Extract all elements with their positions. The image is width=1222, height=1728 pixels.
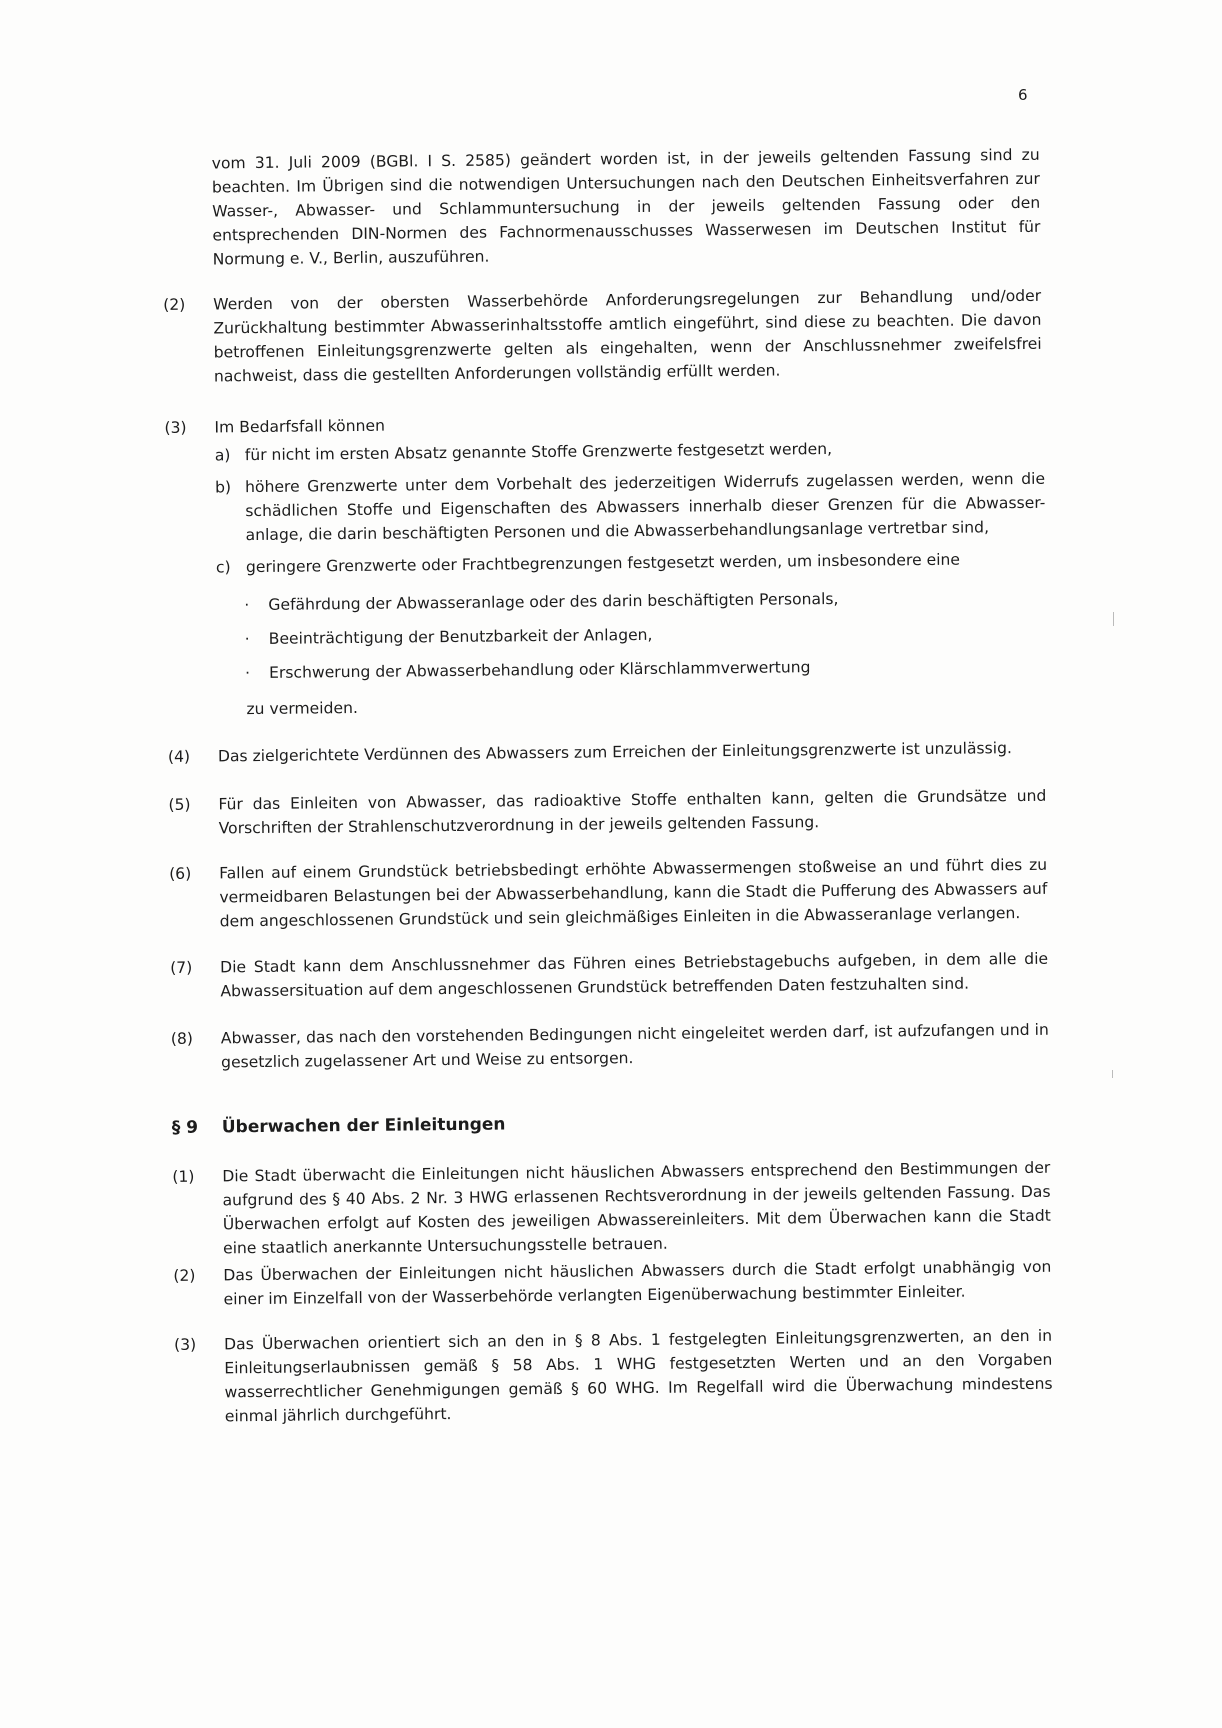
paragraph-number: (4) (167, 747, 191, 766)
list-item-c (215, 547, 1046, 577)
paragraph-8-2 (163, 284, 1063, 386)
paragraph-text: Das Überwachen der Einleitungen nicht häuslichen Abwassers durch die Stadt erfolgt unabhängig von einer im Einzelfall von der Wasserbehörde verlangten Eigenüberwachung bestimmter Einleiter. (223, 1257, 1052, 1309)
paragraph-8-5 (168, 784, 1068, 838)
paragraph-text: Für das Einleiten von Abwasser, das radioaktive Stoffe enthalten kann, gelten die Grundsätze und Vorschriften der Strahlenschutzverordnung in der jeweils geltenden Fassung. (218, 786, 1047, 838)
paragraph-9-3 (173, 1324, 1074, 1426)
paragraph-8-4 (167, 736, 1068, 766)
paragraph-number: (2) (173, 1266, 196, 1285)
paragraph-number: (7) (170, 958, 193, 977)
bullet-text: Beeinträchtigung der Benutzbarkeit der Anlagen, (268, 625, 653, 648)
list-text: für nicht im ersten Absatz genannte Stoffe Grenzwerte festgesetzt werden, (244, 439, 833, 465)
bullet-marker: · (244, 596, 250, 615)
bullet-item (244, 619, 1045, 649)
paragraph-number: (2) (163, 295, 186, 314)
scan-mark (1112, 1070, 1113, 1078)
list-letter: a) (214, 446, 231, 465)
list-item-b (215, 467, 1046, 545)
paragraph-text: Im Bedarfsfall können (214, 416, 386, 437)
section-number: § 9 (171, 1117, 199, 1138)
list-letter: b) (215, 478, 232, 497)
section-title: Überwachen der Einleitungen (221, 1114, 506, 1138)
paragraph-number: (8) (170, 1029, 194, 1048)
intro-text: vom 31. Juli 2009 (BGBl. I S. 2585) geändert worden ist, in der jeweils geltenden Fassung sind zu beachten. Im Übrigen sind die notwendigen Untersuchungen nach den Deutschen Einheitsverfahren zur Wasser-, Abwasser- und Schlammuntersuchung in der jeweils geltenden Fassung oder den entsprechenden DIN-Normen des Fachnormenausschusses Wasserwesen im Deutschen Institut für Normung e. V., Berlin, auszuführen. (211, 145, 1041, 269)
bullet-text: Gefährdung der Abwasseranlage oder des darin beschäftigten Personals, (268, 589, 839, 614)
paragraph-text: Abwasser, das nach den vorstehenden Bedingungen nicht eingeleitet werden darf, ist aufzufangen und in gesetzlich zugelassener Art und Weise zu entsorgen. (220, 1020, 1049, 1072)
paragraph-number: (3) (173, 1335, 197, 1354)
paragraph-9-1 (172, 1156, 1072, 1258)
paragraph-number: (5) (168, 795, 191, 814)
paragraph-8-8 (170, 1018, 1071, 1072)
page-number: 6 (1018, 86, 1028, 104)
scan-mark (1113, 612, 1114, 626)
section-heading (171, 1106, 1052, 1138)
paragraph-text: Werden von der obersten Wasserbehörde Anforderungsregelungen zur Behandlung und/oder Zurückhaltung bestimmter Abwasserinhaltsstoffe amtlich eingeführt, sind diese zu beachten. Die davon betroffenen Einleitungsgrenzwerte gelten als eingehalten, wenn der Anschlussnehmer zweifelsfrei nachweist, dass die gestellten Anforderungen vollständig erfüllt werden. (213, 286, 1042, 386)
list-letter: c) (215, 558, 231, 577)
paragraph-text: Die Stadt überwacht die Einleitungen nicht häuslichen Abwassers entsprechend den Bestimmungen der aufgrund des § 40 Abs. 2 Nr. 3 HWG erlassenen Rechtsverordnung in der jeweils geltenden Fassung. Das Überwachen erfolgt auf Kosten des jeweiligen Abwassereinleiters. Mit dem Überwachen kann die Stadt eine staatlich anerkannte Untersuchungsstelle betrauen. (222, 1158, 1051, 1258)
paragraph-number: (1) (172, 1167, 195, 1186)
paragraph-number: (3) (164, 418, 187, 437)
paragraph-text: Das zielgerichtete Verdünnen des Abwassers zum Erreichen der Einleitungsgrenzwerte ist unzulässig. (217, 739, 1013, 766)
paragraph-text: Fallen auf einem Grundstück betriebsbedingt erhöhte Abwassermengen stoßweise an und führt dies zu vermeidbaren Belastungen bei der Abwasserbehandlung, kann die Stadt die Pufferung des Abwassers auf dem angeschlossenen Grundstück und sein gleichmäßiges Einleiten in die Abwasseranlage verlangen. (219, 855, 1048, 931)
bullet-text: Erschwerung der Abwasserbehandlung oder Klärschlammverwertung (268, 658, 811, 682)
bullet-marker: · (244, 664, 251, 683)
intro-paragraph (162, 143, 1062, 269)
bullet-item (244, 585, 1044, 615)
paragraph-text: Die Stadt kann dem Anschlussnehmer das Führen eines Betriebstagebuchs aufgeben, in dem alle die Abwassersituation auf dem angeschlossenen Grundstück betreffenden Daten festzuhalten sind. (220, 949, 1049, 1001)
list-text: höhere Grenzwerte unter dem Vorbehalt des jederzeitigen Widerrufs zugelassen werden, wenn die schädlichen Stoffe und Eigenschaften des Abwassers innerhalb dieser Grenzen für die Abwasser-anlage, die darin beschäftigten Personen und die Abwasserbehandlungsanlage vertretbar sind, (245, 469, 1046, 545)
paragraph-8-7 (170, 947, 1070, 1001)
paragraph-8-6 (169, 853, 1069, 931)
bullet-marker: · (244, 630, 250, 649)
list-closing-text: zu vermeiden. (246, 698, 358, 719)
bullet-item (244, 653, 1045, 683)
paragraph-8-3 (164, 407, 1064, 719)
paragraph-text: Das Überwachen orientiert sich an den in § 8 Abs. 1 festgelegten Einleitungsgrenzwerten, an den in Einleitungserlaubnissen gemäß § 58 Abs. 1 WHG festgesetzten Werten und an den Vorgaben wasserrechtlicher Genehmigungen gemäß § 60 WHG. Im Regelfall wird die Überwachung mindestens einmal jährlich durchgeführt. (223, 1326, 1053, 1426)
list-text: geringere Grenzwerte oder Frachtbegrenzungen festgesetzt werden, um insbesondere eine (245, 550, 961, 577)
paragraph-number: (6) (169, 864, 192, 883)
